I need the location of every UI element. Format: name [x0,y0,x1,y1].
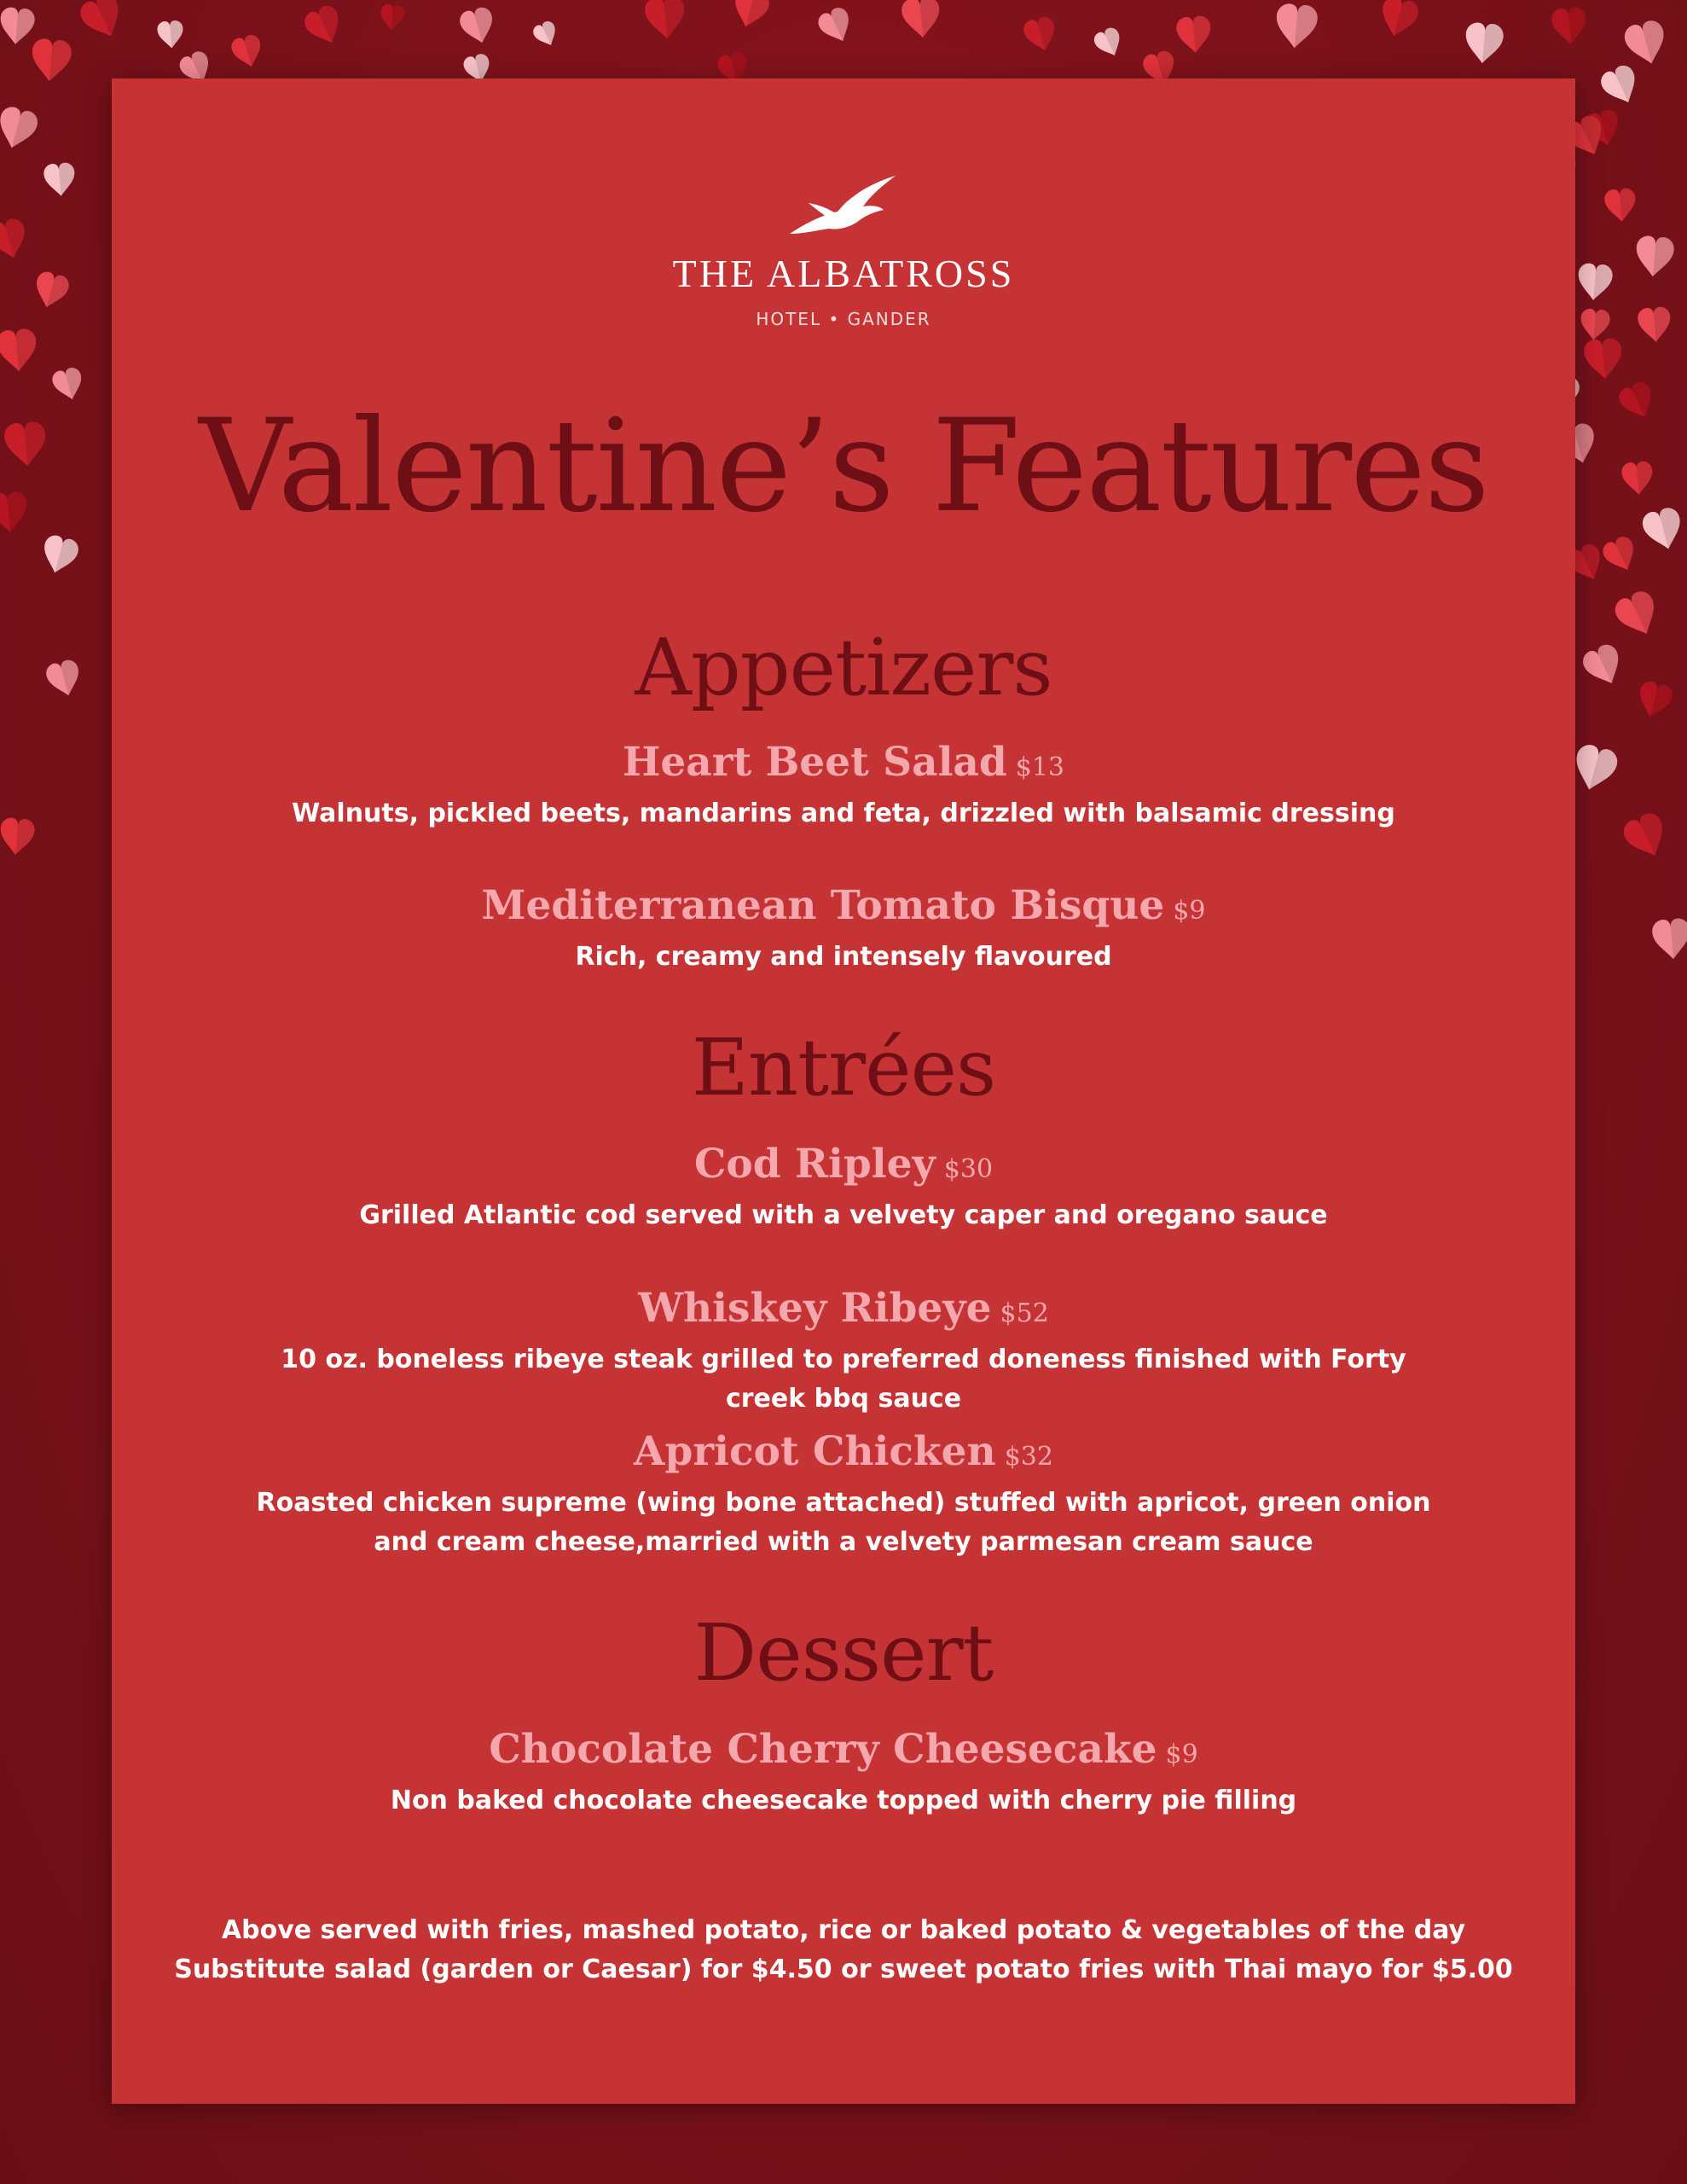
item-description: Grilled Atlantic cod served with a velvety caper and oregano sauce [359,1200,1328,1230]
menu-item [112,1428,1575,1562]
paper-heart-fold [15,8,36,45]
item-description: Rich, creamy and intensely flavoured [575,942,1112,972]
paper-heart-fold [49,39,72,83]
menu-item [112,739,1575,834]
paper-heart-fold [24,421,48,466]
item-price: $13 [1015,752,1065,782]
paper-heart-fold [1619,188,1637,222]
item-description: 10 oz. boneless ribeye steak grilled to preferred doneness finished with Forty creek bbq sauce [281,1345,1406,1414]
item-price: $9 [1173,896,1206,926]
menu-card [112,78,1575,2104]
paper-heart-fold [7,491,29,532]
footer-substitution-note: Substitute salad (garden or Caesar) for $4.50 or sweet potato fries with Thai mayo for $5.00 [174,1955,1513,1984]
item-name: Heart Beet Salad [622,739,1007,786]
item-price: $9 [1165,1740,1198,1769]
item-price: $32 [1004,1442,1053,1472]
paper-heart-fold [391,5,406,32]
footer-sides-note: Above served with fries, mashed potato, rice or baked potato & vegetables of the day [221,1915,1466,1945]
menu-item [112,1726,1575,1821]
paper-heart-fold [58,162,76,196]
item-name: Cod Ripley [693,1141,936,1188]
hotel-location: HOTEL • GANDER [756,309,931,329]
item-description: Walnuts, pickled beets, mandarins and feta, drizzled with balsamic dressing [292,799,1395,828]
paper-heart-fold [15,818,36,856]
paper-heart-fold [1482,23,1504,65]
paper-heart-fold [170,20,185,48]
section-title-dessert: Dessert [693,1607,994,1699]
paper-heart-fold [1593,309,1610,341]
item-name: Mediterranean Tomato Bisque [481,882,1165,929]
paper-heart-fold [1593,264,1614,301]
paper-heart-fold [1192,15,1213,53]
menu-title: Valentine’s Features [199,392,1488,541]
item-name: Apricot Chicken [634,1428,996,1475]
menu-footer [112,1911,1575,1989]
paper-heart-fold [15,328,38,371]
paper-heart-fold [919,0,942,38]
paper-heart-fold [1295,4,1319,49]
menu-item [112,1285,1575,1419]
menu-item [112,1141,1575,1235]
menu-item [112,882,1575,977]
paper-heart-fold [664,0,687,38]
item-name: Whiskey Ribeye [638,1285,992,1332]
item-price: $52 [1000,1298,1049,1328]
paper-heart-fold [1636,461,1654,495]
hotel-logo [112,174,1575,329]
section-title-appetizers: Appetizers [635,622,1052,713]
paper-heart-fold [1602,337,1624,379]
hotel-name: THE ALBATROSS [672,252,1015,295]
item-name: Chocolate Cherry Cheesecake [489,1726,1157,1773]
paper-heart-fold [1653,306,1672,342]
item-description: Roasted chicken supreme (wing bone attached) stuffed with apricot, green onion and cream cheese,married with a velvety parmesan cream sauce [256,1488,1431,1557]
paper-heart-fold [1568,7,1588,44]
albatross-bird-icon [788,174,899,242]
item-price: $30 [943,1154,994,1184]
paper-heart-fold [1653,236,1675,278]
section-title-entrees: Entrées [691,1022,996,1113]
item-description: Non baked chocolate cheesecake topped with cherry pie filling [390,1786,1297,1815]
